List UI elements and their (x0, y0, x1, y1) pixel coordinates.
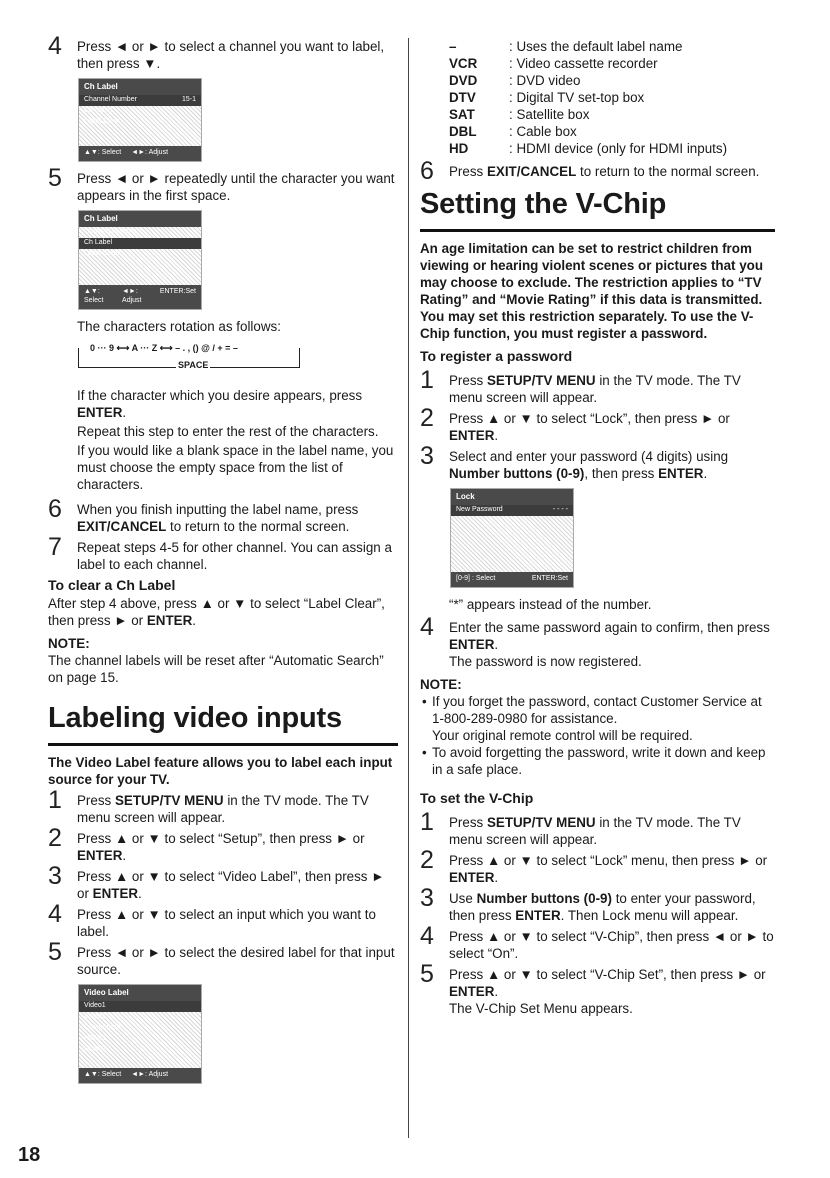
vc-step-3: 3 Use Number buttons (0-9) to enter your password, then press ENTER. Then Lock menu will appear. (420, 883, 756, 923)
lv-step-2: 2 Press ▲ or ▼ to select “Setup”, then press ► or ENTER. (48, 823, 365, 863)
label-key: DVD (449, 73, 478, 89)
screen-footer: ▲▼: Select ◄►: Adjust (79, 146, 201, 161)
ch-label-screen-2 (78, 210, 202, 310)
step-text: Press ◄ or ► repeatedly until the character you want appears in the first space. (77, 171, 395, 204)
screen-row: Channel Number (84, 228, 137, 236)
step-number: 4 (420, 612, 434, 641)
label-key: HD (449, 141, 469, 157)
screen-row: Video1 (79, 1001, 201, 1012)
subheading-clear-label: To clear a Ch Label (48, 577, 176, 594)
step-number: 4 (420, 921, 434, 950)
vc-step-1: 1 Press SETUP/TV MENU in the TV mode. The TV menu screen will appear. (420, 807, 741, 847)
vc-step-4: 4 Press ▲ or ▼ to select “V-Chip”, then press ◄ or ► to select “On”. (420, 921, 774, 961)
step-5 (48, 164, 398, 204)
left-column (48, 32, 398, 1092)
label-key: VCR (449, 56, 478, 72)
screen-title: Lock (451, 489, 573, 505)
label-value: : Cable box (509, 124, 577, 140)
label-key: – (449, 39, 457, 54)
rotation-intro: The characters rotation as follows: (77, 319, 281, 335)
screen-footer: [0-9] : Select ENTER:Set (451, 572, 573, 587)
step-number: 5 (48, 164, 62, 193)
video-label-screen (78, 984, 202, 1084)
label-value: : HDMI device (only for HDMI inputs) (509, 141, 728, 157)
label-list (420, 38, 775, 157)
step-4 (48, 32, 398, 72)
label-key: SAT (449, 107, 475, 123)
reg-step-4: 4 Enter the same password again to confirm, then press ENTER. The password is now registered. (420, 612, 770, 669)
rotation-diagram (78, 343, 398, 377)
section-title-vchip: Setting the V-Chip (420, 186, 775, 232)
label-value: : Digital TV set-top box (509, 90, 645, 106)
step-text: Press ◄ or ► to select a channel you want to label, then press ▼. (77, 39, 385, 72)
step-7: 7 Repeat steps 4-5 for other channel. You can assign a label to each channel. (48, 533, 392, 573)
step-number: 5 (420, 959, 434, 988)
step-number: 6 (420, 157, 434, 186)
paragraph: After step 4 above, press ▲ or ▼ to select “Label Clear”, then press ► or ENTER. (48, 596, 385, 629)
screen-row: New Password - - - - (451, 505, 573, 516)
step-number: 4 (48, 900, 62, 929)
paragraph: If the character which you desire appears, press ENTER. (77, 388, 363, 421)
vc-step-5: 5 Press ▲ or ▼ to select “V-Chip Set”, then press ► or ENTER. The V-Chip Set Menu appears. (420, 959, 766, 1016)
step-number: 3 (48, 862, 62, 890)
step-number: 1 (420, 365, 434, 394)
page-number: 18 (18, 1144, 41, 1166)
step-number: 3 (420, 883, 434, 912)
screen-footer: ▲▼: Select ◄►: Adjust (79, 1068, 201, 1083)
column-divider (408, 38, 409, 1138)
screen-row: HDMI2 (84, 1045, 106, 1053)
lock-screen (450, 488, 574, 588)
step-number: 1 (420, 807, 434, 836)
step-number: 6 (48, 495, 62, 524)
note-bullet: • To avoid forgetting the password, write it down and keep in a safe place. (420, 744, 775, 778)
right-column (420, 38, 775, 1021)
rotation-space: SPACE (178, 360, 209, 371)
rotation-sequence: 0 ··· 9 ⟷ A ··· Z ⟷ – . , () @ / + = – (90, 343, 238, 354)
step-number: 1 (48, 785, 62, 814)
step-number: 4 (48, 32, 62, 60)
step-number: 2 (420, 403, 434, 432)
ch-label-screen-1 (78, 78, 202, 162)
subheading-register: To register a password (420, 348, 573, 365)
step-number: 7 (48, 533, 62, 562)
section-intro: The Video Label feature allows you to label each input source for your TV. (48, 754, 393, 787)
note-text: The channel labels will be reset after “Automatic Search” on page 15. (48, 653, 384, 686)
step-6: 6 When you finish inputting the label name, press EXIT/CANCEL to return to the normal screen. (48, 495, 359, 535)
label-value: : Video cassette recorder (509, 56, 658, 72)
label-key: DTV (449, 90, 476, 106)
step-number: 2 (420, 845, 434, 874)
screen-row: Ch Label (79, 238, 201, 249)
note-heading: NOTE: (48, 636, 90, 652)
paragraph: If you would like a blank space in the label name, you must choose the empty space from the list of characters. (77, 443, 394, 493)
lv-step-1: 1 Press SETUP/TV MENU in the TV mode. The TV menu screen will appear. (48, 785, 369, 825)
lv-step-3: 3 Press ▲ or ▼ to select “Video Label”, then press ► or ENTER. (48, 862, 385, 902)
screen-row: Label Clear (84, 117, 120, 125)
screen-row: Component (84, 1024, 121, 1031)
step-number: 3 (420, 441, 434, 470)
reg-step-3: 3 Select and enter your password (4 digits) using Number buttons (0-9), then press ENTER. (420, 441, 729, 481)
lv-step-5: 5 Press ◄ or ► to select the desired label for that input source. (48, 938, 395, 978)
reg-step-1: 1 Press SETUP/TV MENU in the TV mode. The TV menu screen will appear. (420, 365, 741, 405)
screen-row: Ch Label (84, 107, 113, 115)
screen-row: Label Clear (84, 249, 120, 257)
label-value: : Satellite box (509, 107, 590, 123)
section-intro: An age limitation can be set to restrict children from viewing or hearing violent scenes or pictures that you may choose to exclude. The restriction applies to “TV Rating” and “Movie Rating” if this data is transmitted. You may set this restriction separately. To use the V-Chip function, you must register a password. (420, 240, 764, 342)
label-value: : Uses the default label name (509, 39, 683, 54)
paragraph: Repeat this step to enter the rest of the characters. (77, 424, 379, 440)
screen-title: Ch Label (79, 211, 201, 227)
screen-title: Ch Label (79, 79, 201, 95)
vc-step-2: 2 Press ▲ or ▼ to select “Lock” menu, then press ► or ENTER. (420, 845, 768, 885)
screen-row: Video2 (84, 1013, 106, 1021)
step-number: 2 (48, 823, 62, 852)
subheading-set-vchip: To set the V-Chip (420, 790, 534, 807)
section-title-labeling: Labeling video inputs (48, 700, 398, 746)
r-step-6: 6 Press EXIT/CANCEL to return to the normal screen. (420, 157, 760, 186)
reg-step-2: 2 Press ▲ or ▼ to select “Lock”, then press ► or ENTER. (420, 403, 730, 443)
note-heading: NOTE: (420, 676, 462, 692)
screen-row: HDMI1 (84, 1034, 106, 1042)
label-key: DBL (449, 124, 477, 140)
note-bullet: • If you forget the password, contact Customer Service at 1-800-289-0980 for assistance. Your original remote control will be required. (420, 693, 775, 744)
step-number: 5 (48, 938, 62, 967)
screen-footer: ▲▼: Select ◄►: Adjust ENTER:Set (79, 285, 201, 309)
star-note: “*” appears instead of the number. (449, 596, 652, 612)
lv-step-4: 4 Press ▲ or ▼ to select an input which you want to label. (48, 900, 376, 940)
screen-row: Channel Number 15-1 (79, 95, 201, 106)
screen-title: Video Label (79, 985, 201, 1001)
label-value: : DVD video (509, 73, 581, 89)
